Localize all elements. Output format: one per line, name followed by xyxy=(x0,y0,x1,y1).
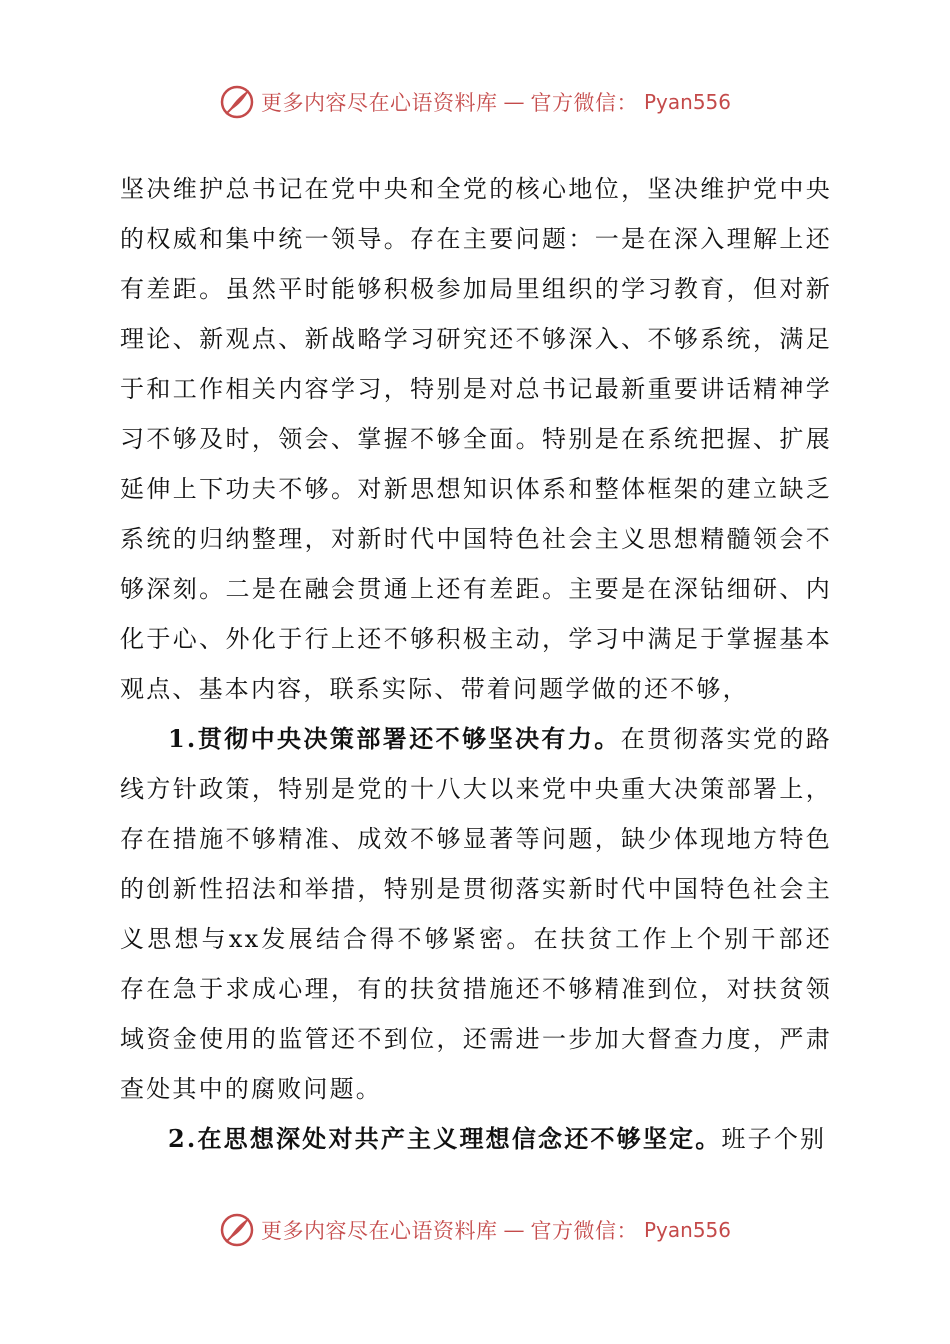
watermark-brand: 更多内容尽在心语资料库 xyxy=(260,91,498,115)
footer-watermark xyxy=(0,1210,950,1250)
header-watermark xyxy=(0,82,950,122)
quill-logo-icon xyxy=(219,1212,255,1248)
paragraph-item-1 xyxy=(120,714,832,1114)
paragraph-text: 坚决维护总书记在党中央和全党的核心地位，坚决维护党中央的权威和集中统一领导。存在主要问题：一是在深入理解上还有差距。虽然平时能够积极参加局里组织的学习教育，但对新理论、新观点、新战略学习研究还不够深入、不够系统，满足于和工作相关内容学习，特别是对总书记最新重要讲话精神学习不够及时，领会、掌握不够全面。特别是在系统把握、扩展延伸上下功夫不够。对新思想知识体系和整体框架的建立缺乏系统的归纳整理，对新时代中国特色社会主义思想精髓领会不够深刻。二是在融会贯通上还有差距。主要是在深钻细研、内化于心、外化于行上还不够积极主动，学习中满足于掌握基本观点、基本内容，联系实际、带着问题学做的还不够， xyxy=(120,175,832,703)
paragraph-continued xyxy=(120,164,832,714)
item-heading: 1.贯彻中央决策部署还不够坚决有力。 xyxy=(168,724,621,753)
quill-logo-icon xyxy=(219,84,255,120)
document-body xyxy=(120,164,832,1164)
watermark-brand: 更多内容尽在心语资料库 xyxy=(260,1219,498,1243)
watermark-wechat-id: Pyan556 xyxy=(643,1218,731,1242)
paragraph-text: 在贯彻落实党的路线方针政策，特别是党的十八大以来党中央重大决策部署上，存在措施不够精准、成效不够显著等问题，缺少体现地方特色的创新性招法和举措，特别是贯彻落实新时代中国特色社会主义思想与xx发展结合得不够紧密。在扶贫工作上个别干部还存在急于求成心理，有的扶贫措施还不够精准到位，对扶贫领域资金使用的监管还不到位，还需进一步加大督查力度，严肃查处其中的腐败问题。 xyxy=(120,725,832,1103)
paragraph-text: 班子个别 xyxy=(721,1125,827,1153)
paragraph-item-2 xyxy=(120,1114,832,1164)
watermark-wechat-id: Pyan556 xyxy=(643,90,731,114)
watermark-label: 官方微信： xyxy=(530,1219,638,1243)
watermark-separator: — xyxy=(503,90,525,114)
watermark-separator: — xyxy=(503,1218,525,1242)
watermark-label: 官方微信： xyxy=(530,91,638,115)
item-heading: 2.在思想深处对共产主义理想信念还不够坚定。 xyxy=(168,1124,722,1153)
